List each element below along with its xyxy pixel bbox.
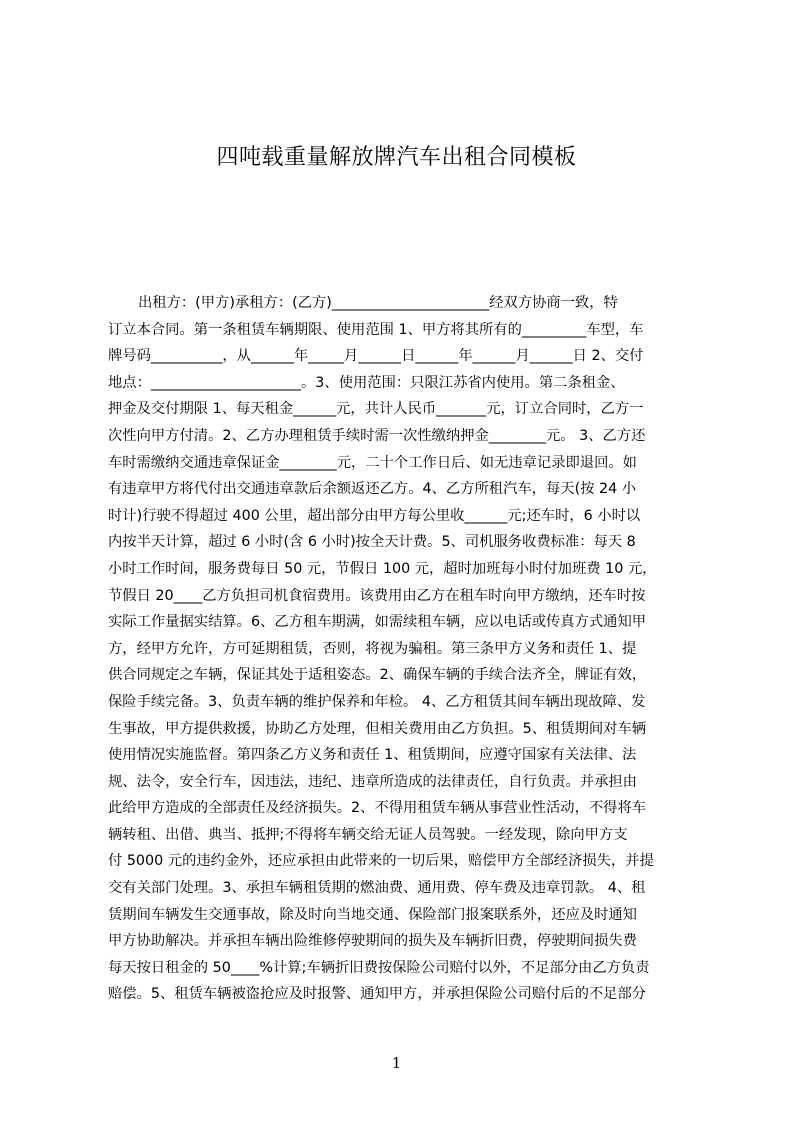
body-line: 牌号码__________，从______年_____月______日______年______月______日 2、交付 [108,348,644,365]
body-line: 次性向甲方付清。2、乙方办理租赁手续时需一次性缴纳押金________元。 3、乙方还 [108,427,646,444]
body-line: 此给甲方造成的全部责任及经济损失。2、不得用租赁车辆从事营业性活动，不得将车 [108,800,647,817]
body-line: 出租方：(甲方)承租方：(乙方)______________________经双方协商一致，特 [138,295,618,311]
contract-body [108,290,700,1008]
body-line: 实际工作量据实结算。6、乙方租车期满，如需续租车辆，应以电话或传真方式通知甲 [108,614,647,631]
body-line: 小时工作时间，服务费每日 50 元，节假日 100 元，超时加班每小时付加班费 10 元， [108,560,657,577]
page-number: 1 [391,1054,402,1072]
body-line: 有违章甲方将代付出交通违章款后余额返还乙方。4、乙方所租汽车，每天(按 24 小 [108,481,637,498]
body-line: 车时需缴纳交通违章保证金________元，二十个工作日后、如无违章记录即退回。如 [108,454,637,471]
body-line: 赁期间车辆发生交通事故，除及时向当地交通、保险部门报案联系外，还应及时通知 [108,906,637,923]
body-line: 地点：_____________________。3、使用范围：只限江苏省内使用。第二条租金、 [108,374,625,391]
body-line: 交有关部门处理。3、承担车辆租赁期的燃油费、通用费、停车费及违章罚款。 4、租 [108,880,646,897]
body-line: 节假日 20____乙方负担司机食宿费用。该费用由乙方在租车时向甲方缴纳，还车时按 [108,587,646,604]
body-line: 内按半天计算，超过 6 小时(含 6 小时)按全天计费。5、司机服务收费标准：每天 8 [108,534,636,551]
body-line: 每天按日租金的 50____%计算;车辆折旧费按保险公司赔付以外，不足部分由乙方负责 [108,959,650,976]
document-title: 四吨载重量解放牌汽车出租合同模板 [216,145,577,170]
body-line: 押金及交付期限 1、每天租金______元，共计人民币_______元，订立合同时，乙方一 [108,401,644,418]
body-line: 规、法令，安全行车，因违法，违纪、违章所造成的法律责任，自行负责。并承担由 [108,773,637,790]
body-line: 赔偿。5、租赁车辆被盗抢应及时报警、通知甲方，并承担保险公司赔付后的不足部分 [108,986,647,1003]
body-line: 时计)行驶不得超过 400 公里，超出部分由甲方每公里收______元;还车时，6 小时以 [108,507,641,524]
body-line: 使用情况实施监督。第四条乙方义务和责任 1、租赁期间，应遵守国家有关法律、法 [108,747,637,764]
body-line: 付 5000 元的违约金外，还应承担由此带来的一切后果，赔偿甲方全部经济损失，并提 [108,853,654,870]
body-line: 保险手续完备。3、负责车辆的维护保养和年检。 4、乙方租赁其间车辆出现故障、发 [108,693,646,710]
body-line: 生事故，甲方提供救援，协助乙方处理，但相关费用由乙方负担。5、租赁期间对车辆 [108,720,647,737]
body-line: 甲方协助解决。并承担车辆出险维修停驶期间的损失及车辆折旧费，停驶期间损失费 [108,933,637,950]
body-line: 辆转租、出借、典当、抵押;不得将车辆交给无证人员驾驶。一经发现，除向甲方支 [108,826,628,843]
body-line: 订立本合同。第一条租赁车辆期限、使用范围 1、甲方将其所有的_________车型，车 [108,321,644,338]
body-line: 供合同规定之车辆，保证其处于适租姿态。2、确保车辆的手续合法齐全，牌证有效， [108,667,647,684]
body-line: 方，经甲方允许，方可延期租赁，否则，将视为骗租。第三条甲方义务和责任 1、提 [108,640,637,657]
